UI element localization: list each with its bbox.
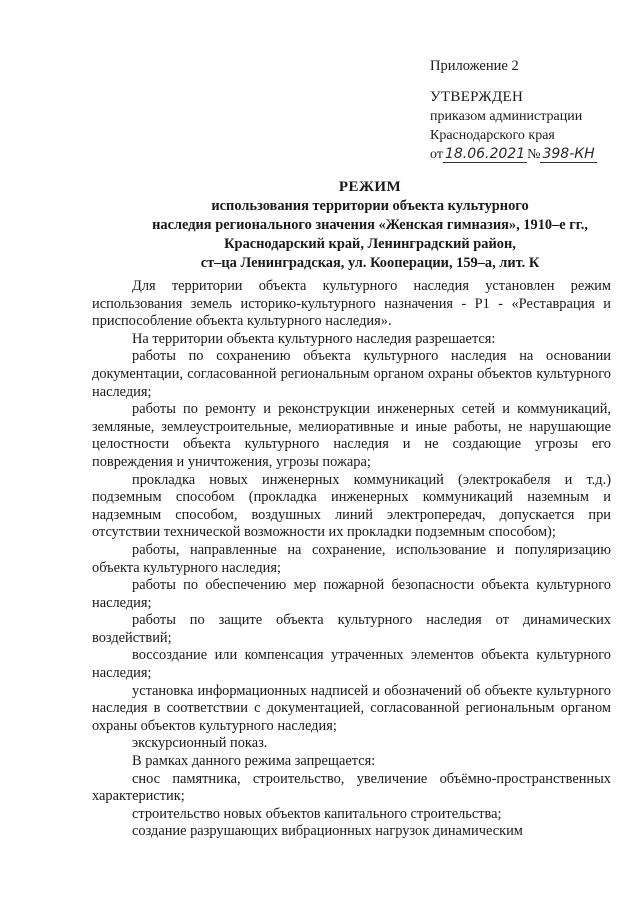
paragraph: работы по сохранению объекта культурного наследия на основании документации, согласованной региональным органом охраны объектов культурного наследия; [92, 348, 611, 400]
paragraph: работы по обеспечению мер пожарной безопасности объекта культурного наследия; [92, 577, 611, 611]
paragraph: работы по защите объекта культурного наследия от динамических воздействий; [92, 612, 611, 646]
region-line: Краснодарского края [430, 128, 555, 143]
paragraph: снос памятника, строительство, увеличение объёмно-пространственных характеристик; [92, 770, 611, 805]
paragraph: экскурсионный показ. [132, 735, 268, 752]
handwritten-number: 398-КН [542, 146, 595, 162]
title-line-3: Краснодарский край, Ленинградский район, [224, 236, 516, 252]
paragraph: работы, направленные на сохранение, использование и популяризацию объекта культурного наследия; [92, 541, 611, 576]
paragraph: работы по ремонту и реконструкции инженерных сетей и коммуникаций, земляные, землеустроительные, мелиоративные и иные работы, не нарушающие целостности объекта культурного наследия и не создающие угрозы его повреждения и уничтожения, угрозы пожара; [92, 401, 611, 470]
paragraph: создание разрушающих вибрационных нагрузок динамическим [132, 823, 523, 840]
appendix-label: Приложение 2 [430, 58, 519, 74]
date-prefix: от [430, 147, 443, 162]
handwritten-date: 18.06.2021 [444, 146, 526, 162]
approval-block [430, 88, 597, 164]
title-head: РЕЖИМ [338, 179, 402, 195]
document-title [60, 178, 639, 273]
paragraph: воссоздание или компенсация утраченных элементов объекта культурного наследия; [92, 647, 611, 682]
paragraph: строительство новых объектов капитального строительства; [132, 805, 502, 822]
number-prefix: № [527, 147, 541, 162]
paragraph: установка информационных надписей и обозначений об объекте культурного наследия в соответствии с документацией, согласованной региональным органом охраны объектов культурного наследия; [92, 682, 611, 734]
paragraph: прокладка новых инженерных коммуникаций (электрокабеля и т.д.) подземным способом (прокладка инженерных коммуникаций наземным и надземным способом, воздушных линий электропередач, допускается при отсутствии технической возможности их прокладки подземным способом); [92, 471, 611, 541]
date-number-line [430, 145, 597, 164]
paragraph: Для территории объекта культурного наследия установлен режим использования земель историко-культурного назначения - Р1 - «Реставрация и приспособление объекта культурного наследия». [92, 278, 611, 330]
paragraph: В рамках данного режима запрещается: [132, 753, 376, 770]
paragraph: На территории объекта культурного наследия разрешается: [132, 330, 496, 347]
title-line-2: наследия регионального значения «Женская гимназия», 1910–е гг., [152, 217, 588, 233]
title-line-1: использования территории объекта культурного [211, 198, 529, 214]
order-line: приказом администрации [430, 109, 583, 124]
title-line-4: ст–ца Ленинградская, ул. Кооперации, 159–а, лит. К [200, 255, 540, 271]
approved-label: УТВЕРЖДЕН [430, 89, 524, 105]
document-body [92, 278, 611, 841]
